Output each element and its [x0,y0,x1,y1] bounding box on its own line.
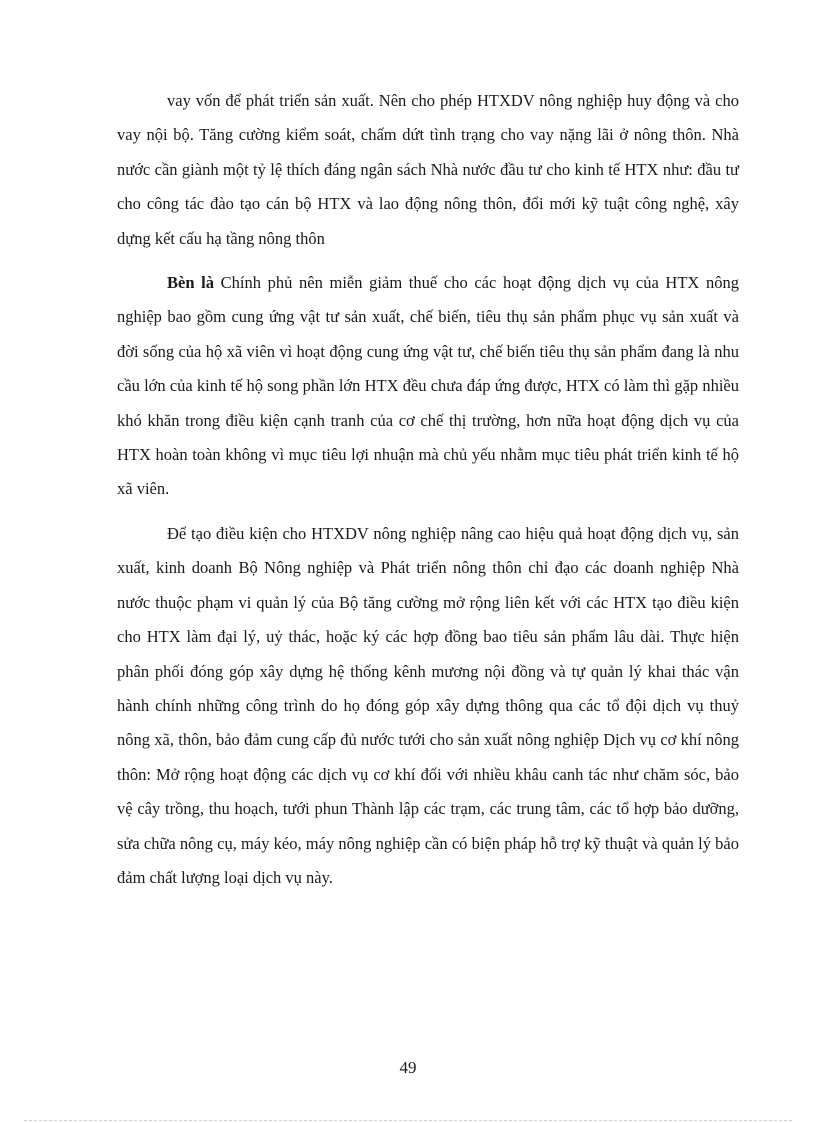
page-bottom-divider [24,1120,792,1121]
paragraph-1-text: vay vốn để phát triển sản xuất. Nên cho phép HTXDV nông nghiệp huy động và cho vay nội bộ. Tăng cường kiểm soát, chấm dứt tình trạng cho vay nặng lãi ở nông thôn. Nhà nước cần giành một tỷ lệ thích đáng ngân sách Nhà nước đầu tư cho kinh tế HTX như: đầu tư cho công tác đào tạo cán bộ HTX và lao động nông thôn, đổi mới kỹ tuật công nghệ, xây dựng kết cấu hạ tầng nông thôn [117,91,739,248]
paragraph-1 [117,84,739,256]
paragraph-2-text: Chính phủ nên miễn giảm thuế cho các hoạt động dịch vụ của HTX nông nghiệp bao gồm cung ứng vật tư sản xuất, chế biến, tiêu thụ sản phẩm phục vụ sản xuất và đời sống của hộ xã viên vì hoạt động cung ứng vật tư, chế biến tiêu thụ sản phẩm đang là nhu cầu lớn của kinh tế hộ song phần lớn HTX đều chưa đáp ứng được, HTX có làm thì gặp nhiều khó khăn trong điều kiện cạnh tranh của cơ chế thị trường, hơn nữa hoạt động dịch vụ của HTX hoàn toàn không vì mục tiêu lợi nhuận mà chủ yếu nhằm mục tiêu phát triển kinh tế hộ xã viên. [117,273,739,499]
paragraph-3 [117,517,739,895]
paragraph-2-lead: Bèn là [167,273,214,293]
paragraph-3-text: Để tạo điều kiện cho HTXDV nông nghiệp nâng cao hiệu quả hoạt động dịch vụ, sản xuất, kinh doanh Bộ Nông nghiệp và Phát triển nông thôn chỉ đạo các doanh nghiệp Nhà nước thuộc phạm vi quản lý của Bộ tăng cường mở rộng liên kết với các HTX tạo điều kiện cho HTX làm đại lý, uỷ thác, hoặc ký các hợp đồng bao tiêu sản phẩm lâu dài. Thực hiện phân phối đóng góp xây dựng hệ thống kênh mương nội đồng và tự quản lý khai thác vận hành chính những công trình do họ đóng góp xây dựng thông qua các tổ đội dịch vụ thuỷ nông xã, thôn, bảo đảm cung cấp đủ nước tưới cho sản xuất nông nghiệp Dịch vụ cơ khí nông thôn: Mở rộng hoạt động các dịch vụ cơ khí đối với nhiều khâu canh tác như chăm sóc, bảo vệ cây trồng, thu hoạch, tưới phun Thành lập các trạm, các trung tâm, các tổ hợp bảo dưỡng, sửa chữa nông cụ, máy kéo, máy nông nghiệp cần có biện pháp hỗ trợ kỹ thuật và quản lý bảo đảm chất lượng loại dịch vụ này. [117,523,739,887]
document-body [117,84,739,895]
paragraph-2 [117,266,739,507]
page-number: 49 [399,1058,417,1077]
